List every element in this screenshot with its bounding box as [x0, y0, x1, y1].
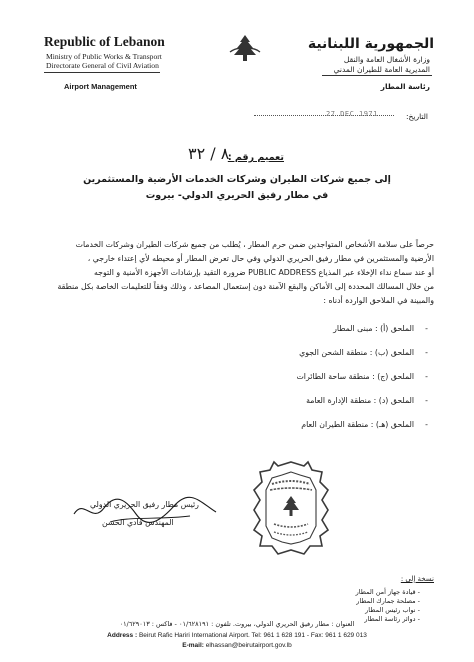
body-line-5: والمبينة في الملاحق الواردة أدناه : [323, 296, 434, 305]
header-en-department: Airport Management [64, 82, 137, 91]
cc-label: نسخة إلى : [400, 575, 434, 583]
header-ar-department: رئاسة المطار [380, 82, 430, 91]
official-seal-stamp [252, 460, 330, 556]
body-line-1: حرصاً على سلامة الأشخاص المتواجدين ضمن حرم المطار ، يُطلب من جميع شركات الطيران وشركات الخدمات [75, 240, 434, 249]
cc-item: - دوائر رئاسة المطار [364, 615, 420, 623]
body-line-3: أو عند سماع نداء الإخلاء عبر المذياع PUBLIC ADDRESS ضرورة التقيد بإرشادات الأجهزة الأمنية و التوجه [93, 268, 434, 277]
annex-item: -الملحق (أ) : مبنى المطار [333, 324, 428, 333]
date-label: التاريخ: [406, 112, 428, 121]
signature-title: رئيس مطار رفيق الحريري الدولي [90, 500, 199, 509]
date-stamp: 27 DEC 1971 [326, 110, 378, 118]
annex-item: -الملحق (ب) : منطقة الشحن الجوي [299, 348, 428, 357]
body-line-4: من خلال المسالك المحددة إلى الأماكن والبقع الآمنة دون إستعمال المصاعد ، وذلك وفقاً للتعليمات الخاصة بكل منطقة [57, 282, 434, 291]
circular-label: تعميم رقم : [227, 152, 284, 163]
subject-line-1: إلى جميع شركات الطيران وشركات الخدمات الأرضية والمستثمرين [83, 174, 391, 185]
header-ar-ministry: وزارة الأشغال العامة والنقل [343, 55, 430, 64]
header-en-title: Republic of Lebanon [44, 34, 165, 49]
footer-email: E-mail: elhassan@beirutairport.gov.lb [182, 642, 292, 649]
body-line-2: الأرضية والمستثمرين في مطار رفيق الحريري الدولي وفي حال تعرض المطار أو محيطه لأي إعتداء خارجي ، [87, 254, 434, 263]
subject-line-2: في مطار رفيق الحريري الدولي- بيروت [145, 190, 329, 201]
annex-item: -الملحق (د) : منطقة الإدارة العامة [306, 396, 428, 405]
cc-item: - مصلحة جمارك المطار [356, 597, 420, 605]
signature-name: المهندس فادي الحسن [102, 518, 174, 527]
footer-address-en: Address : Beirut Rafic Hariri International Airport. Tel: 961 1 628 191 - Fax: 961 1 629 013 [107, 632, 367, 639]
cc-item: - نواب رئيس المطار [365, 606, 420, 614]
footer-address-ar: العنوان : مطار رفيق الحريري الدولي، بيروت. تلفون : ٠١/٦٢٨١٩١ - فاكس : ٠١/٦٢٩٠١٣ [119, 620, 355, 628]
header-en-rule [44, 72, 160, 73]
cedar-logo-icon [228, 32, 262, 66]
header-ar-title: الجمهورية اللبنانية [307, 36, 434, 52]
annex-item: -الملحق (هـ) : منطقة الطيران العام [301, 420, 428, 429]
circular-number: ٨ / ٣٢ [188, 144, 230, 163]
header-en-ministry: Ministry of Public Works & Transport [46, 52, 162, 61]
header-en-directorate: Directorate General of Civil Aviation [46, 61, 159, 70]
header-ar-directorate: المديرية العامة للطيران المدني [333, 65, 430, 74]
header-ar-rule [322, 75, 432, 76]
annex-item: -الملحق (ج) : منطقة ساحة الطائرات [296, 372, 428, 381]
cc-item: - قيادة جهاز أمن المطار [355, 588, 420, 596]
